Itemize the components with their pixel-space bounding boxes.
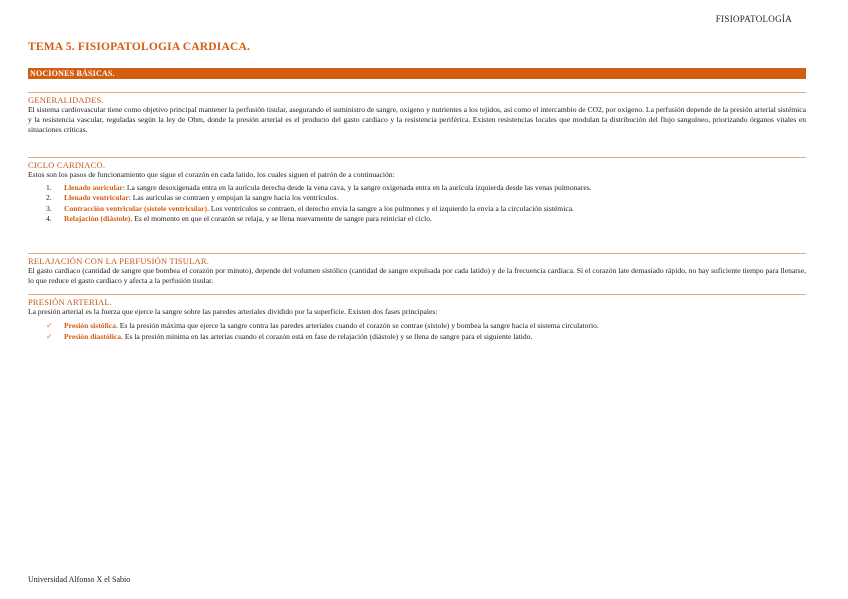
list-item: 4. Relajación (diástole). Es el momento en que el corazón se relaja, y se llena nuevamente de sangre para reiniciar el ciclo. [46,213,432,223]
section-relajacion [28,253,806,286]
section-band: NOCIONES BÁSICAS. [28,68,806,79]
running-header: FISIOPATOLOGÍA [715,14,792,24]
presion-heading: PRESIÓN ARTERIAL. [28,297,113,307]
section-divider [28,92,806,93]
list-item: 2. Llenado ventricular: Las aurículas se contraen y empujan la sangre hacia los ventrículos. [46,193,339,203]
checkmark-icon: ✓ [46,332,53,342]
section-presion [28,294,806,342]
generalidades-heading: GENERALIDADES. [28,95,104,105]
page-title: TEMA 5. FISIOPATOLOGIA CARDIACA. [28,41,251,53]
section-ciclo [28,157,806,224]
section-divider [28,253,806,254]
step-term: Relajación (diástole) [64,213,131,223]
relajacion-text: El gasto cardiaco (cantidad de sangre que bombea el corazón por minuto), depende del volumen sistólico (cantidad de sangre expulsada por cada latido) y de la frecuencia cardiaca. Si el corazón late demasiado rápido, no hay suficiente tiempo para llenarse, lo que reduce el gasto cardiaco y afecta a la perfusión tisular. [28,266,806,286]
generalidades-text: El sistema cardiovascular tiene como objetivo principal mantener la perfusión tisular, asegurando el suministro de sangre, oxígeno y nutrientes a los tejidos, así como el intercambio de CO2, por oxígeno. La perfusión depende de la presión arterial sistémica y la resistencia vascular, reguladas según la ley de Ohm, donde la presión arterial es el producto del gasto cardiaco y la resistencia periférica. Existen resistencias locales que modulan la distribución del flujo sanguíneo, priorizando órganos vitales en situaciones críticas. [28,105,806,135]
section-divider [28,294,806,295]
step-term: Llenado ventricular [64,193,129,203]
page-footer: Universidad Alfonso X el Sabio [28,575,131,584]
presion-list [28,320,806,342]
list-item: ✓ Presión diastólica. Es la presión mínima en las arterias cuando el corazón está en fase de relajación (diástole) y se llena de sangre para el siguiente latido. [46,332,533,342]
step-term: Contracción ventricular (sístole ventricular) [64,203,208,213]
presion-intro: La presión arterial es la fuerza que ejerce la sangre sobre las paredes arteriales dividido por la superficie. Existen dos fases principales: [28,307,438,316]
item-term: Presión diastólica [64,332,122,342]
ciclo-heading: CICLO CARDIACO. [28,160,106,170]
item-term: Presión sistólica [64,321,116,331]
section-generalidades [28,92,806,136]
ciclo-steps-list [28,183,806,224]
section-divider [28,157,806,158]
checkmark-icon: ✓ [46,321,53,331]
relajacion-heading: RELAJACIÓN CON LA PERFUSIÓN TISULAR. [28,256,210,266]
list-item: ✓ Presión sistólica. Es la presión máxima que ejerce la sangre contra las paredes arteriales cuando el corazón se contrae (sístole) y bombea la sangre hacia el sistema circulatorio. [46,321,599,331]
list-item: 3. Contracción ventricular (sístole ventricular). Los ventrículos se contraen, el derecho envía la sangre a los pulmones y el izquierdo la envía a la circulación sistémica. [46,203,574,213]
step-term: Llenado auricular [64,183,123,193]
list-item: 1. Llenado auricular: La sangre desoxigenada entra en la aurícula derecha desde la vena cava, y la sangre oxigenada entra en la aurícula izquierda desde las venas pulmonares. [46,183,592,193]
ciclo-intro: Estos son los pasos de funcionamiento que sigue el corazón en cada latido, los cuales siguen el patrón de a continuación: [28,170,395,179]
